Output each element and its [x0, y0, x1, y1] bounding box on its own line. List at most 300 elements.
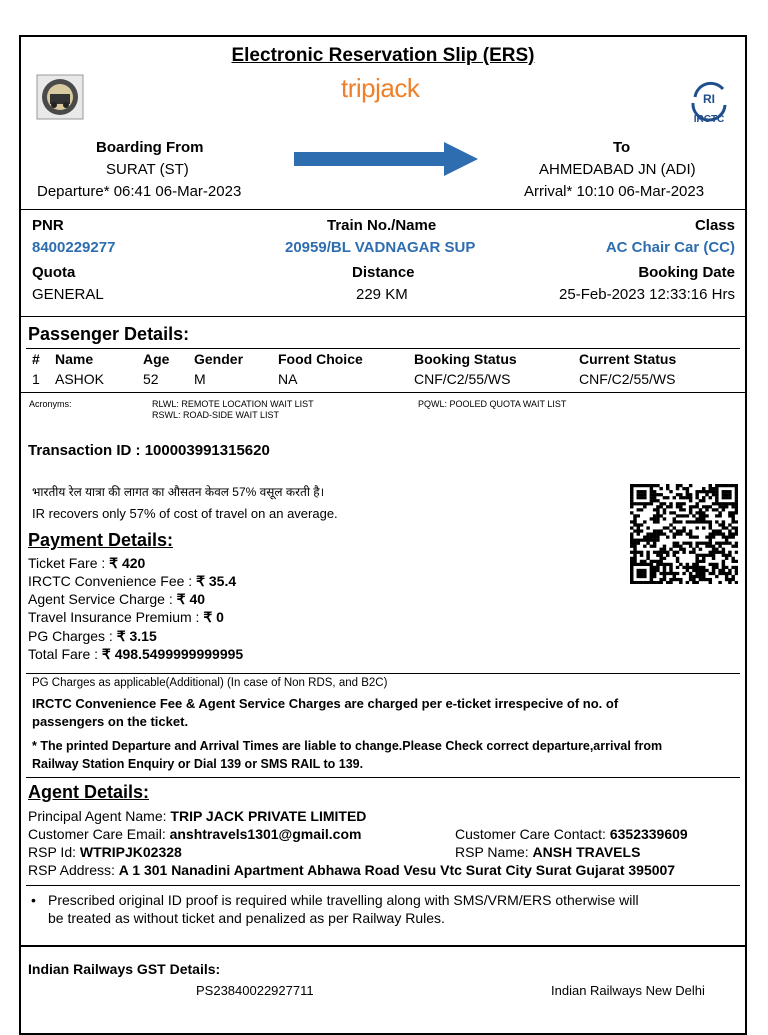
- qr-module: [679, 505, 682, 508]
- qr-module: [686, 487, 689, 490]
- pg-note: PG Charges as applicable(Additional) (In case of Non RDS, and B2C): [32, 677, 388, 689]
- qr-module: [679, 496, 682, 499]
- qr-module: [699, 514, 702, 517]
- qr-module: [722, 526, 725, 529]
- qr-module: [702, 499, 705, 502]
- qr-module: [640, 508, 643, 511]
- qr-module: [702, 511, 705, 514]
- qr-module: [709, 542, 712, 545]
- qr-module: [653, 514, 656, 517]
- qr-module: [728, 554, 731, 557]
- qr-module: [705, 493, 708, 496]
- qr-module: [731, 511, 734, 514]
- qr-module: [722, 532, 725, 535]
- qr-module: [722, 554, 725, 557]
- col-header: Booking Status: [414, 351, 517, 367]
- qr-module: [712, 569, 715, 572]
- qr-module: [692, 581, 695, 584]
- qr-module: [689, 578, 692, 581]
- qr-module: [630, 557, 633, 560]
- qr-module: [709, 554, 712, 557]
- qr-module: [656, 554, 659, 557]
- qr-module: [686, 569, 689, 572]
- qr-module: [673, 545, 676, 548]
- qr-module: [705, 545, 708, 548]
- qr-module: [679, 502, 682, 505]
- qr-module: [659, 578, 662, 581]
- id-proof-note-line1: Prescribed original ID proof is required while travelling along with SMS/VRM/ERS otherwise will: [48, 892, 639, 908]
- qr-module: [702, 542, 705, 545]
- qr-module: [728, 496, 731, 499]
- qr-module: [630, 575, 633, 578]
- qr-module: [735, 542, 738, 545]
- qr-module: [676, 520, 679, 523]
- qr-module: [669, 563, 672, 566]
- qr-module: [722, 548, 725, 551]
- qr-module: [722, 569, 725, 572]
- qr-module: [653, 539, 656, 542]
- col-header: Current Status: [579, 351, 677, 367]
- qr-module: [699, 572, 702, 575]
- qr-module: [637, 502, 640, 505]
- qr-module: [735, 487, 738, 490]
- qr-module: [659, 554, 662, 557]
- qr-module: [702, 514, 705, 517]
- qr-module: [715, 484, 718, 487]
- qr-module: [705, 554, 708, 557]
- qr-module: [682, 502, 685, 505]
- qr-module: [653, 484, 656, 487]
- times-note-line2: Railway Station Enquiry or Dial 139 or SMS RAIL to 139.: [32, 757, 364, 771]
- qr-module: [646, 542, 649, 545]
- qr-module: [633, 520, 636, 523]
- qr-module: [699, 578, 702, 581]
- qr-module: [731, 505, 734, 508]
- cost-note: IR recovers only 57% of cost of travel on an average.: [32, 506, 338, 521]
- qr-module: [643, 560, 646, 563]
- qr-module: [702, 569, 705, 572]
- qr-module: [653, 551, 656, 554]
- qr-module: [633, 557, 636, 560]
- qr-module: [682, 526, 685, 529]
- qr-module: [686, 490, 689, 493]
- qr-module: [646, 536, 649, 539]
- qr-module: [709, 505, 712, 508]
- qr-module: [735, 493, 738, 496]
- qr-module: [725, 578, 728, 581]
- qr-module: [722, 566, 725, 569]
- qr-module: [676, 545, 679, 548]
- qr-module: [653, 575, 656, 578]
- convenience-fee-line: IRCTC Convenience Fee : ₹ 35.4: [28, 573, 237, 589]
- boarding-from-label: Boarding From: [96, 139, 204, 156]
- qr-module: [692, 569, 695, 572]
- qr-module: [709, 563, 712, 566]
- qr-module: [722, 490, 725, 493]
- qr-module: [735, 532, 738, 535]
- insurance-line: Travel Insurance Premium : ₹ 0: [28, 609, 224, 625]
- qr-module: [686, 566, 689, 569]
- qr-module: [712, 551, 715, 554]
- col-header: Gender: [194, 351, 244, 367]
- qr-module: [679, 493, 682, 496]
- qr-module: [715, 532, 718, 535]
- qr-module: [669, 572, 672, 575]
- qr-module: [689, 505, 692, 508]
- qr-module: [725, 566, 728, 569]
- qr-module: [731, 520, 734, 523]
- qr-module: [702, 560, 705, 563]
- qr-module: [705, 505, 708, 508]
- qr-module: [640, 493, 643, 496]
- qr-module: [676, 572, 679, 575]
- qr-module: [725, 554, 728, 557]
- qr-module: [653, 493, 656, 496]
- qr-module: [676, 484, 679, 487]
- qr-module: [653, 581, 656, 584]
- qr-module: [695, 545, 698, 548]
- principal-agent-line: Principal Agent Name: TRIP JACK PRIVATE LIMITED: [28, 808, 367, 824]
- qr-module: [735, 569, 738, 572]
- table-cell: 1: [32, 371, 40, 387]
- to-station: AHMEDABAD JN (ADI): [539, 161, 696, 178]
- qr-module: [673, 511, 676, 514]
- qr-module: [630, 545, 633, 548]
- qr-module: [630, 539, 633, 542]
- qr-module: [643, 569, 646, 572]
- qr-module: [643, 484, 646, 487]
- qr-module: [666, 505, 669, 508]
- qr-module: [712, 557, 715, 560]
- qr-module: [650, 581, 653, 584]
- qr-module: [666, 554, 669, 557]
- class-value: AC Chair Car (CC): [605, 239, 735, 256]
- total-fare-line: Total Fare : ₹ 498.5499999999995: [28, 646, 244, 662]
- qr-module: [630, 487, 633, 490]
- qr-module: [669, 548, 672, 551]
- qr-module: [682, 529, 685, 532]
- qr-module: [630, 511, 633, 514]
- qr-module: [702, 490, 705, 493]
- qr-module: [656, 499, 659, 502]
- qr-module: [705, 490, 708, 493]
- qr-module: [718, 532, 721, 535]
- document-title: Electronic Reservation Slip (ERS): [231, 45, 535, 66]
- qr-module: [637, 484, 640, 487]
- qr-module: [663, 566, 666, 569]
- qr-module: [735, 545, 738, 548]
- table-cell: ASHOK: [55, 371, 105, 387]
- qr-module: [646, 502, 649, 505]
- qr-module: [699, 520, 702, 523]
- qr-module: [637, 526, 640, 529]
- qr-module: [646, 554, 649, 557]
- qr-module: [633, 517, 636, 520]
- qr-module: [735, 505, 738, 508]
- qr-module: [722, 520, 725, 523]
- qr-module: [731, 560, 734, 563]
- qr-module: [735, 490, 738, 493]
- qr-module: [676, 529, 679, 532]
- qr-module: [715, 542, 718, 545]
- qr-module: [682, 551, 685, 554]
- qr-module: [679, 529, 682, 532]
- qr-module: [650, 499, 653, 502]
- qr-module: [709, 539, 712, 542]
- qr-module: [659, 581, 662, 584]
- qr-module: [699, 554, 702, 557]
- qr-module: [686, 532, 689, 535]
- qr-module: [637, 563, 640, 566]
- qr-module: [712, 487, 715, 490]
- qr-module: [656, 529, 659, 532]
- qr-module: [663, 502, 666, 505]
- qr-module: [725, 484, 728, 487]
- qr-module: [643, 539, 646, 542]
- qr-module: [650, 517, 653, 520]
- pnr-label: PNR: [32, 217, 64, 234]
- qr-module: [640, 554, 643, 557]
- qr-module: [682, 487, 685, 490]
- qr-module: [663, 526, 666, 529]
- qr-module: [640, 572, 643, 575]
- qr-module: [643, 493, 646, 496]
- qr-module: [656, 484, 659, 487]
- qr-module: [682, 572, 685, 575]
- qr-module: [630, 563, 633, 566]
- qr-module: [666, 496, 669, 499]
- departure-time: Departure* 06:41 06-Mar-2023: [37, 183, 242, 200]
- qr-module: [712, 490, 715, 493]
- tripjack-logo: tripjack: [341, 73, 420, 103]
- qr-module: [669, 578, 672, 581]
- qr-module: [695, 502, 698, 505]
- qr-module: [731, 502, 734, 505]
- qr-module: [695, 511, 698, 514]
- qr-module: [718, 545, 721, 548]
- qr-module: [722, 551, 725, 554]
- qr-module: [663, 557, 666, 560]
- qr-module: [633, 539, 636, 542]
- divider: [21, 945, 745, 947]
- qr-module: [650, 493, 653, 496]
- qr-module: [735, 560, 738, 563]
- qr-module: [728, 514, 731, 517]
- qr-module: [705, 508, 708, 511]
- qr-module: [695, 505, 698, 508]
- bullet-icon: •: [31, 892, 36, 908]
- qr-module: [656, 508, 659, 511]
- qr-module: [702, 496, 705, 499]
- customer-care-contact-line: Customer Care Contact: 6352339609: [455, 826, 688, 842]
- qr-module: [712, 563, 715, 566]
- acronym-pqwl: PQWL: POOLED QUOTA WAIT LIST: [418, 399, 567, 409]
- qr-module: [669, 529, 672, 532]
- qr-module: [715, 490, 718, 493]
- qr-module: [728, 569, 731, 572]
- qr-module: [702, 487, 705, 490]
- qr-module: [633, 581, 636, 584]
- qr-module: [695, 496, 698, 499]
- conv-note-line1: IRCTC Convenience Fee & Agent Service Charges are charged per e-ticket irrespecive of no. of: [32, 696, 619, 711]
- qr-module: [630, 581, 633, 584]
- qr-module: [656, 563, 659, 566]
- qr-module: [722, 502, 725, 505]
- qr-module: [702, 554, 705, 557]
- qr-module: [679, 484, 682, 487]
- qr-module: [695, 536, 698, 539]
- qr-module: [715, 502, 718, 505]
- qr-module: [646, 551, 649, 554]
- qr-module: [718, 514, 721, 517]
- qr-module: [669, 490, 672, 493]
- qr-module: [718, 505, 721, 508]
- qr-module: [689, 542, 692, 545]
- qr-module: [712, 502, 715, 505]
- qr-module: [646, 532, 649, 535]
- divider: [21, 209, 745, 210]
- qr-module: [656, 536, 659, 539]
- qr-module: [676, 493, 679, 496]
- qr-module: [689, 499, 692, 502]
- qr-module: [659, 532, 662, 535]
- qr-module: [640, 551, 643, 554]
- qr-module: [728, 532, 731, 535]
- qr-module: [725, 539, 728, 542]
- qr-module: [666, 581, 669, 584]
- agent-details-title: Agent Details:: [28, 782, 150, 802]
- qr-module: [659, 514, 662, 517]
- qr-module: [709, 545, 712, 548]
- qr-module: [709, 484, 712, 487]
- qr-module: [728, 523, 731, 526]
- qr-module: [709, 520, 712, 523]
- qr-module: [666, 484, 669, 487]
- qr-module: [705, 520, 708, 523]
- qr-module: [650, 487, 653, 490]
- qr-module: [731, 532, 734, 535]
- divider: [26, 777, 740, 778]
- qr-module: [679, 578, 682, 581]
- qr-module: [686, 514, 689, 517]
- direction-arrow-icon: [294, 142, 478, 181]
- qr-module: [731, 484, 734, 487]
- qr-module: [640, 484, 643, 487]
- qr-module: [656, 493, 659, 496]
- qr-module: [695, 560, 698, 563]
- col-header: Name: [55, 351, 94, 367]
- qr-module: [699, 548, 702, 551]
- qr-module: [630, 490, 633, 493]
- qr-module: [646, 539, 649, 542]
- qr-module: [718, 551, 721, 554]
- qr-module: [722, 484, 725, 487]
- qr-module: [695, 493, 698, 496]
- qr-module: [637, 490, 640, 493]
- qr-module: [653, 499, 656, 502]
- qr-module: [695, 572, 698, 575]
- qr-module: [653, 566, 656, 569]
- ticket-fare-line: Ticket Fare : ₹ 420: [28, 555, 146, 571]
- qr-module: [705, 536, 708, 539]
- qr-module: [718, 511, 721, 514]
- qr-module: [650, 484, 653, 487]
- qr-module: [725, 575, 728, 578]
- distance-value: 229 KM: [356, 286, 408, 303]
- qr-module: [728, 578, 731, 581]
- qr-module: [663, 578, 666, 581]
- qr-module: [712, 554, 715, 557]
- qr-module: [725, 572, 728, 575]
- irctc-logo: [685, 75, 733, 125]
- qr-module: [692, 548, 695, 551]
- qr-module: [640, 563, 643, 566]
- qr-module: [630, 505, 633, 508]
- qr-module: [695, 575, 698, 578]
- qr-module: [640, 581, 643, 584]
- to-label: To: [613, 139, 631, 156]
- qr-module: [715, 520, 718, 523]
- qr-module: [728, 551, 731, 554]
- qr-module: [686, 563, 689, 566]
- qr-module: [663, 569, 666, 572]
- qr-module: [663, 548, 666, 551]
- payment-details-title: Payment Details:: [28, 530, 174, 550]
- class-label: Class: [694, 217, 735, 234]
- qr-module: [666, 551, 669, 554]
- qr-module: [718, 569, 721, 572]
- qr-module: [646, 526, 649, 529]
- gst-details-title: Indian Railways GST Details:: [28, 961, 221, 977]
- qr-module: [709, 532, 712, 535]
- qr-module: [689, 536, 692, 539]
- qr-module: [735, 572, 738, 575]
- qr-module: [735, 508, 738, 511]
- qr-module: [709, 526, 712, 529]
- qr-module: [673, 536, 676, 539]
- qr-module: [633, 542, 636, 545]
- svg-text:RI: RI: [703, 92, 715, 106]
- qr-module: [725, 557, 728, 560]
- qr-module: [718, 572, 721, 575]
- table-cell: M: [194, 371, 206, 387]
- qr-module: [650, 569, 653, 572]
- qr-module: [715, 514, 718, 517]
- col-header: Food Choice: [278, 351, 363, 367]
- qr-module: [715, 499, 718, 502]
- qr-module: [679, 520, 682, 523]
- qr-module: [673, 554, 676, 557]
- qr-module: [643, 496, 646, 499]
- qr-module: [669, 523, 672, 526]
- qr-module: [637, 523, 640, 526]
- qr-module: [656, 566, 659, 569]
- qr-module: [718, 484, 721, 487]
- qr-module: [643, 536, 646, 539]
- qr-module: [633, 545, 636, 548]
- ers-document: [19, 35, 747, 1035]
- qr-module: [689, 520, 692, 523]
- qr-module: [643, 502, 646, 505]
- qr-module: [712, 529, 715, 532]
- qr-module: [731, 545, 734, 548]
- qr-module: [715, 548, 718, 551]
- qr-module: [630, 532, 633, 535]
- qr-module: [659, 563, 662, 566]
- qr-module: [643, 575, 646, 578]
- qr-module: [666, 487, 669, 490]
- pnr-value: 8400229277: [32, 239, 116, 256]
